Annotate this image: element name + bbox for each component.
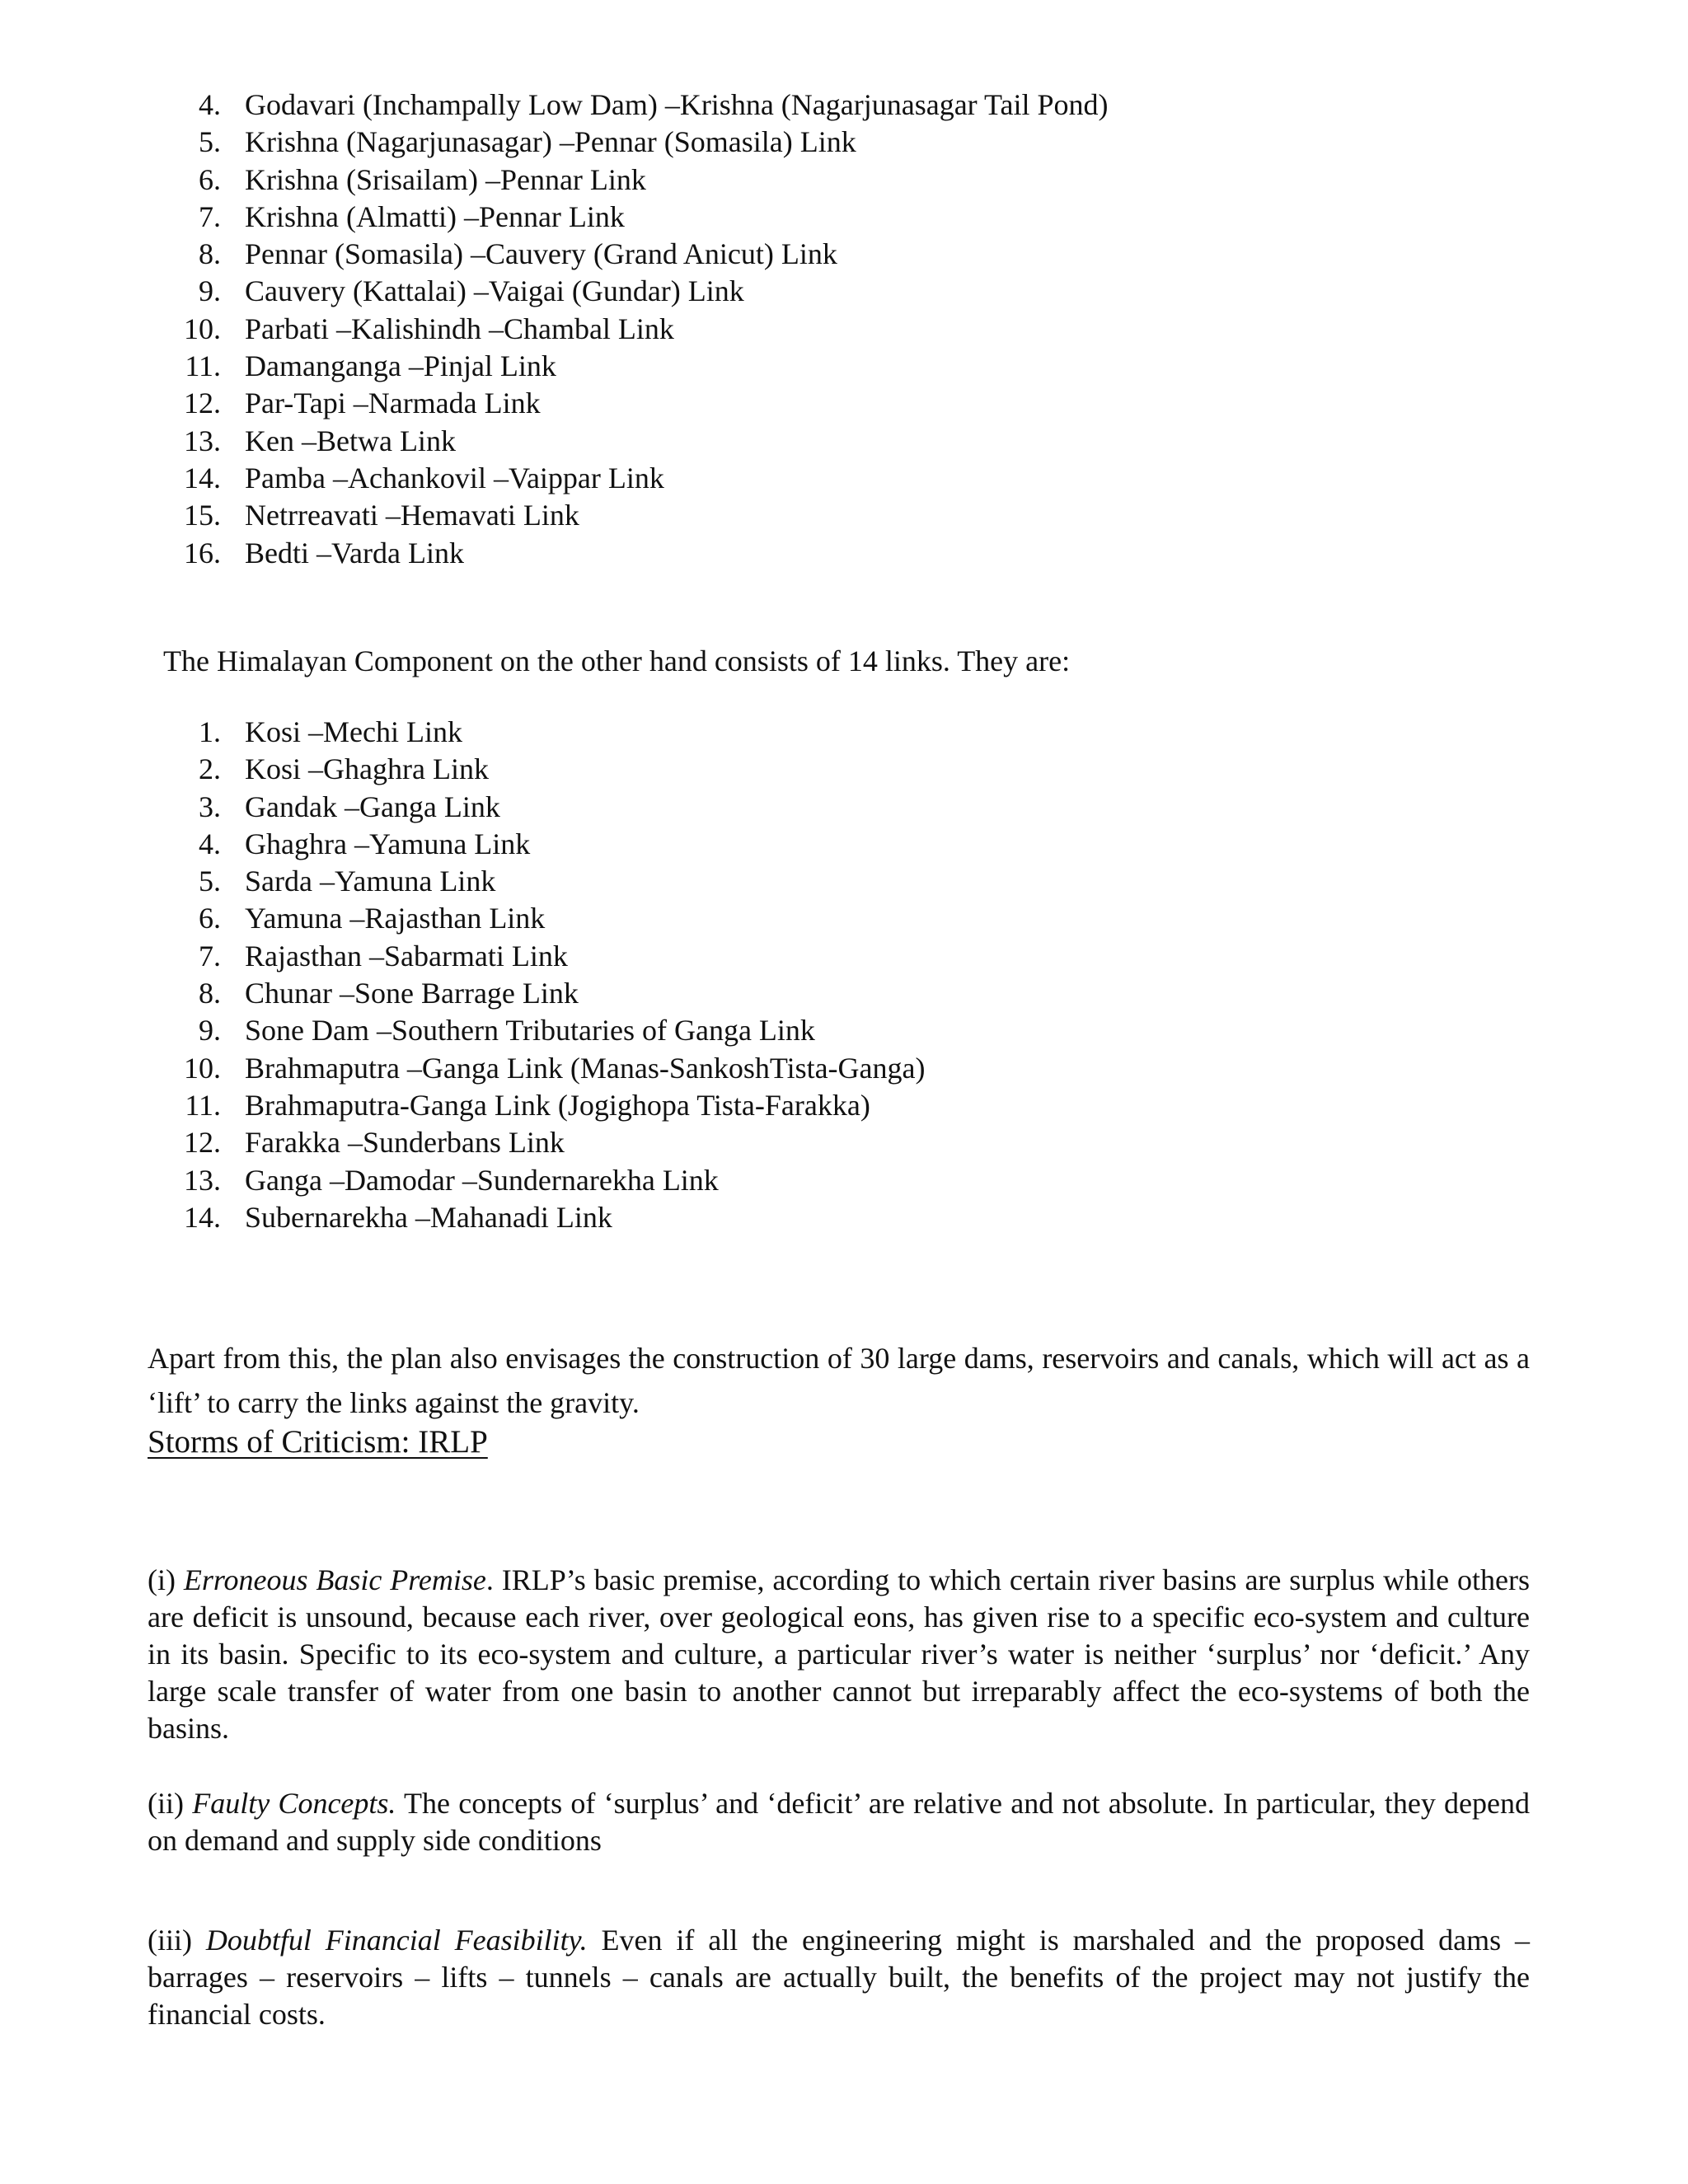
list-item-text: Pennar (Somasila) –Cauvery (Grand Anicut) Link <box>245 237 837 271</box>
list-item <box>0 1012 1688 1049</box>
list-item <box>0 423 1688 460</box>
list-item-number: 14. <box>184 461 221 494</box>
list-item-text: Krishna (Srisailam) –Pennar Link <box>245 162 646 196</box>
list-item-text: Godavari (Inchampally Low Dam) –Krishna (Nagarjunasagar Tail Pond) <box>245 88 1109 121</box>
list-item <box>0 1087 1688 1124</box>
criticism-paragraph <box>148 1785 1530 1859</box>
list-item <box>0 751 1688 788</box>
list-item-number: 10. <box>184 1051 221 1085</box>
list-item-text: Kosi –Mechi Link <box>245 715 462 748</box>
list-item-text: Brahmaputra –Ganga Link (Manas-SankoshTista-Ganga) <box>245 1051 926 1085</box>
list-item-text: Damanganga –Pinjal Link <box>245 349 556 383</box>
list-item-number: 13. <box>184 424 221 457</box>
list-item-text: Sone Dam –Southern Tributaries of Ganga Link <box>245 1014 815 1047</box>
list-item-number: 13. <box>184 1163 221 1197</box>
list-item <box>0 826 1688 863</box>
list-item-text: Netrreavati –Hemavati Link <box>245 499 579 532</box>
list-item-number: 7. <box>199 199 221 233</box>
criticism-body: Even if all the engineering might is marshaled and the proposed dams – barrages – reservoirs – lifts – tunnels – canals are actually built, the benefits of the project may not justify the financial costs. <box>148 1924 1530 2031</box>
list-item-number: 6. <box>199 162 221 196</box>
list-item <box>0 714 1688 751</box>
criticism-body: The concepts of ‘surplus’ and ‘deficit’ are relative and not absolute. In particular, they depend on demand and supply side conditions <box>148 1787 1531 1857</box>
list-item <box>0 1162 1688 1199</box>
list-item-number: 12. <box>184 387 221 420</box>
list-item-number: 12. <box>184 1126 221 1160</box>
list-item-number: 8. <box>199 977 221 1010</box>
criticism-prefix: (iii) <box>148 1924 206 1957</box>
list-item-text: Cauvery (Kattalai) –Vaigai (Gundar) Link <box>245 274 744 308</box>
list-item <box>0 87 1688 124</box>
himalayan-intro: The Himalayan Component on the other hand consists of 14 links. They are: <box>163 644 1071 677</box>
list-item <box>0 1199 1688 1236</box>
criticism-prefix: (ii) <box>148 1787 193 1820</box>
list-item-number: 11. <box>185 349 221 383</box>
criticism-title: Doubtful Financial Feasibility. <box>205 1924 588 1957</box>
list-item-text: Pamba –Achankovil –Vaippar Link <box>245 461 664 494</box>
list-item <box>0 311 1688 348</box>
list-item <box>0 124 1688 161</box>
list-item-text: Bedti –Varda Link <box>245 536 464 569</box>
list-item-number: 5. <box>199 865 221 898</box>
criticism-prefix: (i) <box>148 1563 184 1596</box>
list-item-text: Sarda –Yamuna Link <box>245 865 496 898</box>
list-item-number: 11. <box>185 1088 221 1122</box>
list-item-text: Kosi –Ghaghra Link <box>245 752 489 786</box>
list-item-text: Parbati –Kalishindh –Chambal Link <box>245 312 674 345</box>
list-item-number: 9. <box>199 274 221 308</box>
himalayan-links-list <box>0 714 1688 1236</box>
southern-links-list <box>0 87 1688 572</box>
criticism-title: Erroneous Basic Premise <box>183 1563 486 1596</box>
list-item-number: 5. <box>199 125 221 159</box>
criticism-title: Faulty Concepts. <box>192 1787 396 1820</box>
list-item-number: 9. <box>199 1014 221 1047</box>
list-item <box>0 162 1688 199</box>
list-item <box>0 900 1688 937</box>
list-item-text: Subernarekha –Mahanadi Link <box>245 1200 612 1234</box>
list-item <box>0 348 1688 385</box>
list-item-text: Ken –Betwa Link <box>245 424 456 457</box>
list-item <box>0 199 1688 236</box>
list-item-text: Ghaghra –Yamuna Link <box>245 827 531 860</box>
dams-paragraph: Apart from this, the plan also envisages the construction of 30 large dams, reservoirs and canals, which will act as a ‘lift’ to carry the links against the gravity. <box>148 1342 1530 1419</box>
list-item-number: 10. <box>184 312 221 345</box>
list-item-number: 4. <box>199 88 221 121</box>
list-item-text: Krishna (Almatti) –Pennar Link <box>245 199 625 233</box>
list-item-text: Par-Tapi –Narmada Link <box>245 387 541 420</box>
criticism-paragraph <box>148 1562 1530 1747</box>
list-item <box>0 236 1688 273</box>
list-item <box>0 273 1688 310</box>
section-heading: Storms of Criticism: IRLP <box>148 1424 488 1460</box>
list-item-text: Brahmaputra-Ganga Link (Jogighopa Tista-Farakka) <box>245 1088 870 1122</box>
list-item-text: Farakka –Sunderbans Link <box>245 1126 565 1160</box>
list-item <box>0 863 1688 900</box>
list-item-number: 8. <box>199 237 221 271</box>
list-item <box>0 535 1688 572</box>
list-item-text: Yamuna –Rajasthan Link <box>245 902 546 935</box>
list-item-number: 4. <box>199 827 221 860</box>
list-item <box>0 938 1688 975</box>
list-item-number: 1. <box>199 715 221 748</box>
criticism-paragraph <box>148 1922 1530 2033</box>
criticism-body: . IRLP’s basic premise, according to which certain river basins are surplus while others are deficit is unsound, because each river, over geological eons, has given rise to a specific eco-system and culture in its basin. Specific to its eco-system and culture, a particular river’s water is neither ‘surplus’ nor ‘deficit.’ Any large scale transfer of water from one basin to another cannot but irreparably affect the eco-systems of both the basins. <box>148 1563 1531 1745</box>
list-item-number: 2. <box>199 752 221 786</box>
list-item-text: Krishna (Nagarjunasagar) –Pennar (Somasila) Link <box>245 125 856 159</box>
list-item-number: 16. <box>184 536 221 569</box>
list-item <box>0 789 1688 826</box>
list-item-number: 14. <box>184 1200 221 1234</box>
list-item <box>0 1124 1688 1161</box>
list-item-text: Ganga –Damodar –Sundernarekha Link <box>245 1163 719 1197</box>
list-item-number: 7. <box>199 939 221 972</box>
list-item <box>0 460 1688 497</box>
list-item <box>0 975 1688 1012</box>
list-item-number: 6. <box>199 902 221 935</box>
list-item <box>0 497 1688 534</box>
list-item <box>0 1050 1688 1087</box>
list-item-number: 15. <box>184 499 221 532</box>
list-item-text: Rajasthan –Sabarmati Link <box>245 939 568 972</box>
list-item-number: 3. <box>199 790 221 823</box>
list-item-text: Gandak –Ganga Link <box>245 790 500 823</box>
list-item-text: Chunar –Sone Barrage Link <box>245 977 579 1010</box>
list-item <box>0 385 1688 422</box>
